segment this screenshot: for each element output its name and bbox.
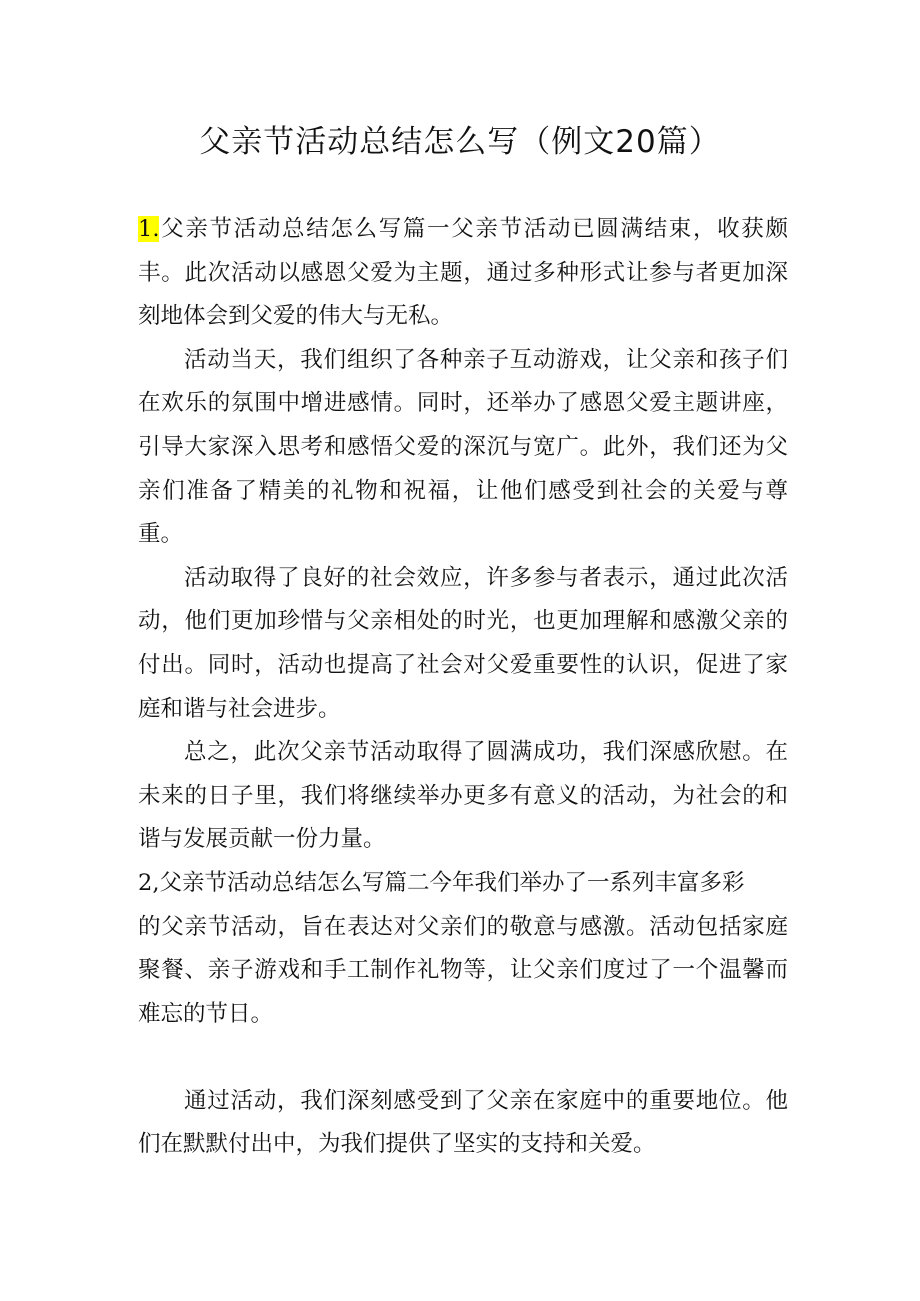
document-body: [138, 208, 788, 1167]
highlighted-item-number: 1.: [138, 216, 160, 242]
item-number: 2,: [138, 869, 160, 896]
paragraph-gap: [138, 1036, 788, 1080]
document-title: 父亲节活动总结怎么写（例文20篇）: [199, 124, 721, 160]
paragraph-3: 活动取得了良好的社会效应，许多参与者表示，通过此次活动，他们更加珍惜与父亲相处的时光，也更加理解和感激父亲的付出。同时，活动也提高了社会对父爱重要性的认识，促进了家庭和谐与社会进步。: [138, 564, 788, 722]
paragraph-text: 父亲节活动总结怎么写篇二今年我们举办了一系列丰富多彩: [159, 869, 745, 896]
paragraph-4: 总之，此次父亲节活动取得了圆满成功，我们深感欣慰。在未来的日子里，我们将继续举办更多有意义的活动，为社会的和谐与发展贡献一份力量。: [138, 739, 788, 853]
paragraph-text: 父亲节活动总结怎么写篇一父亲节活动已圆满结束，收获颇丰。此次活动以感恩父爱为主题，通过多种形式让参与者更加深刻地体会到父爱的伟大与无私。: [138, 216, 788, 330]
paragraph-2: 活动当天，我们组织了各种亲子互动游戏，让父亲和孩子们在欢乐的氛围中增进感情。同时，还举办了感恩父爱主题讲座，引导大家深入思考和感悟父爱的深沉与宽广。此外，我们还为父亲们准备了精美的礼物和祝福，让他们感受到社会的关爱与尊重。: [138, 346, 788, 548]
paragraph-1: [138, 208, 788, 339]
paragraph-5-heading-line: [138, 862, 788, 906]
paragraph-5-continuation: 的父亲节活动，旨在表达对父亲们的敬意与感激。活动包括家庭聚餐、亲子游戏和手工制作礼物等，让父亲们度过了一个温馨而难忘的节日。: [138, 913, 788, 1027]
paragraph-6: 通过活动，我们深刻感受到了父亲在家庭中的重要地位。他们在默默付出中，为我们提供了坚实的支持和关爱。: [138, 1087, 788, 1158]
